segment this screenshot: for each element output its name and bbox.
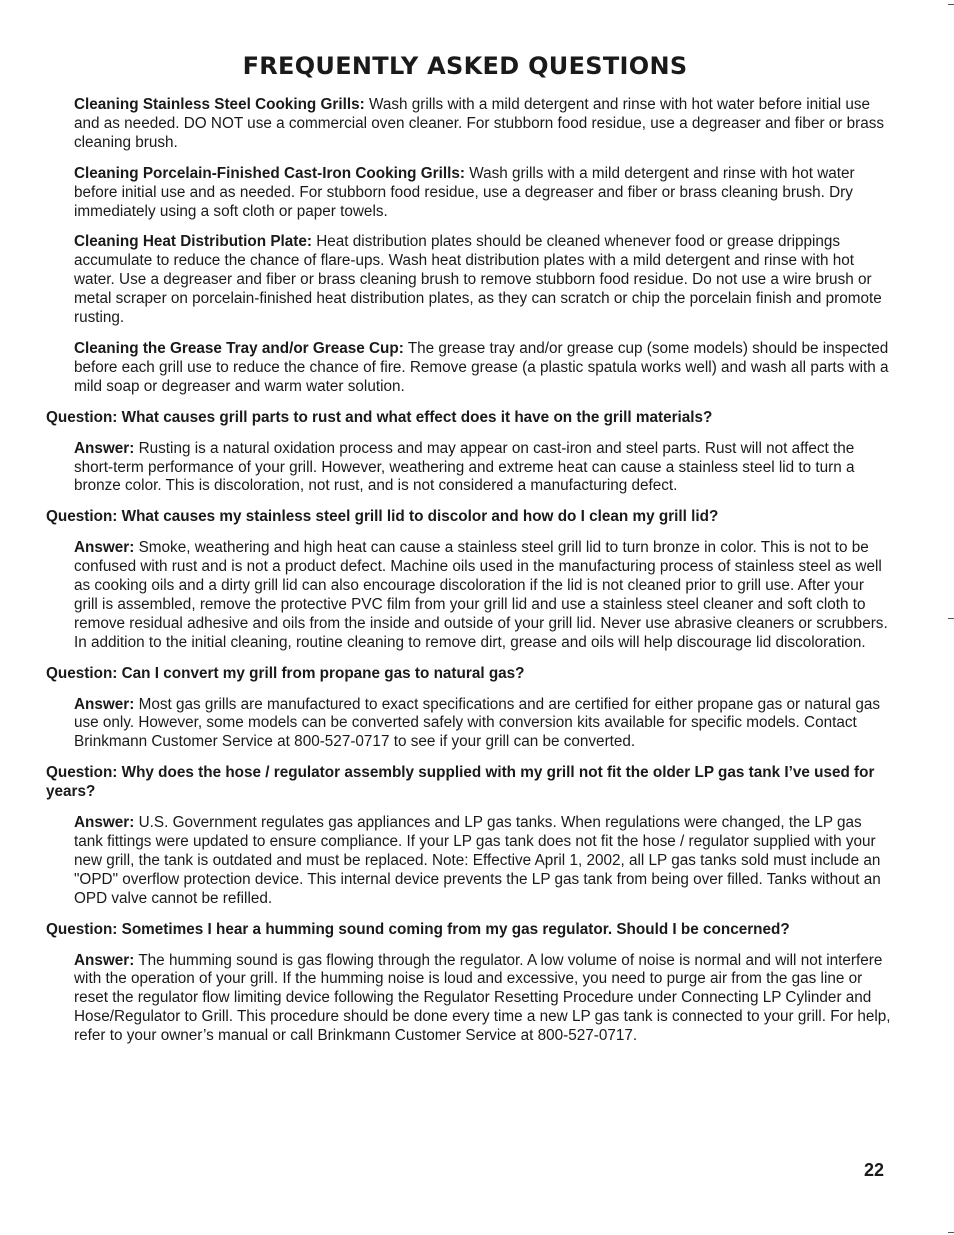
faq-answer-humming <box>74 952 891 1047</box>
answer-label: Answer: <box>74 539 135 557</box>
page-title: FREQUENTLY ASKED QUESTIONS <box>242 52 688 80</box>
entry-text: Wash grills with a mild detergent and rinse with hot water before initial use and as needed. For stubborn food residue, use a degreaser and fiber or brass cleaning brush. Dry immediately using a soft cloth or paper towels. <box>74 164 855 220</box>
entry-heading: Cleaning Heat Distribution Plate: <box>74 233 312 251</box>
cleaning-entry-stainless-grills <box>74 96 891 153</box>
answer-text: Most gas grills are manufactured to exact specifications and are certified for either propane gas or natural gas use only. However, some models can be converted safely with conversion kits available for specific models. Contact Brinkmann Customer Service at 800-527-0717 to see if your grill can be converted. <box>74 695 881 751</box>
page-content <box>46 96 891 1058</box>
cleaning-entry-heat-plate <box>74 233 891 328</box>
faq-question-lid-discolor: Question: What causes my stainless steel grill lid to discolor and how do I clean my grill lid? <box>46 508 719 526</box>
answer-label: Answer: <box>74 695 135 713</box>
faq-answer-lid-discolor <box>74 539 891 652</box>
faq-answer-rust <box>74 440 891 497</box>
answer-label: Answer: <box>74 814 135 832</box>
cleaning-entry-porcelain-grills <box>74 165 891 222</box>
crop-mark <box>948 4 954 5</box>
faq-question-hose-fit: Question: Why does the hose / regulator assembly supplied with my grill not fit the older LP gas tank I’ve used for years? <box>46 764 875 801</box>
crop-mark <box>948 1232 954 1233</box>
faq-question-rust: Question: What causes grill parts to rust and what effect does it have on the grill materials? <box>46 408 713 426</box>
crop-mark <box>948 618 954 619</box>
answer-label: Answer: <box>74 951 135 969</box>
entry-heading: Cleaning the Grease Tray and/or Grease Cup: <box>74 339 404 357</box>
faq-question-convert-gas: Question: Can I convert my grill from propane gas to natural gas? <box>46 664 525 682</box>
page-number: 22 <box>863 1160 884 1180</box>
answer-text: U.S. Government regulates gas appliances and LP gas tanks. When regulations were changed, the LP gas tank fittings were updated to ensure compliance. If your LP gas tank does not fit the hose / regulator supplied with your new grill, the tank is outdated and must be replaced. Note: Effective April 1, 2002, all LP gas tanks sold must include an "OPD" overflow protection device. This internal device prevents the LP gas tank from being over filled. Tanks without an OPD valve cannot be refilled. <box>74 814 881 907</box>
answer-label: Answer: <box>74 439 135 457</box>
answer-text: Smoke, weathering and high heat can cause a stainless steel grill lid to turn bronze in color. This is not to be confused with rust and is not a product defect. Machine oils used in the manufacturing process of stainless steel as well as cooking oils and a dirty grill lid can also encourage discoloration if the lid is not cleaned prior to grill use. After your grill is assembled, remove the protective PVC film from your grill lid and use a stainless steel cleaner and soft cloth to remove residual adhesive and oils from the inside and outside of your grill lid. Never use abrasive cleaners or scrubbers. In addition to the initial cleaning, routine cleaning to remove dirt, grease and oils will help discourage lid discoloration. <box>74 539 888 651</box>
cleaning-entry-grease-tray <box>74 340 891 397</box>
entry-text: The grease tray and/or grease cup (some models) should be inspected before each grill use to reduce the chance of fire. Remove grease (a plastic spatula works well) and wash all parts with a mild soap or degreaser and warm water solution. <box>74 339 889 395</box>
faq-question-humming: Question: Sometimes I hear a humming sound coming from my gas regulator. Should I be concerned? <box>46 920 790 938</box>
answer-text: The humming sound is gas flowing through the regulator. A low volume of noise is normal and will not interfere with the operation of your grill. If the humming noise is loud and excessive, you need to purge air from the gas line or reset the regulator flow limiting device following the Regulator Resetting Procedure under Connecting LP Cylinder and Hose/Regulator to Grill. This procedure should be done every time a new LP gas tank is connected to your grill. For help, refer to your owner’s manual or call Brinkmann Customer Service at 800-527-0717. <box>74 951 891 1045</box>
entry-heading: Cleaning Stainless Steel Cooking Grills: <box>74 96 365 113</box>
entry-heading: Cleaning Porcelain-Finished Cast-Iron Cooking Grills: <box>74 164 465 182</box>
entry-text: Wash grills with a mild detergent and rinse with hot water before initial use and as needed. DO NOT use a commercial oven cleaner. For stubborn food residue, use a degreaser and fiber or brass cleaning brush. <box>74 96 885 151</box>
entry-text: Heat distribution plates should be cleaned whenever food or grease drippings accumulate to reduce the chance of flare-ups. Wash heat distribution plates with a mild detergent and rinse with hot water. Use a degreaser and fiber or brass cleaning brush to remove stubborn food residue. Do not use a wire brush or metal scraper on porcelain-finished heat distribution plates, as they can scratch or chip the porcelain finish and promote rusting. <box>74 233 882 327</box>
answer-text: Rusting is a natural oxidation process and may appear on cast-iron and steel parts. Rust will not affect the short-term performance of your grill. However, weathering and extreme heat can cause a stainless steel lid to turn a bronze color. This is discoloration, not rust, and is not considered a manufacturing defect. <box>74 439 855 495</box>
faq-answer-convert-gas <box>74 696 891 753</box>
faq-answer-hose-fit <box>74 814 891 909</box>
